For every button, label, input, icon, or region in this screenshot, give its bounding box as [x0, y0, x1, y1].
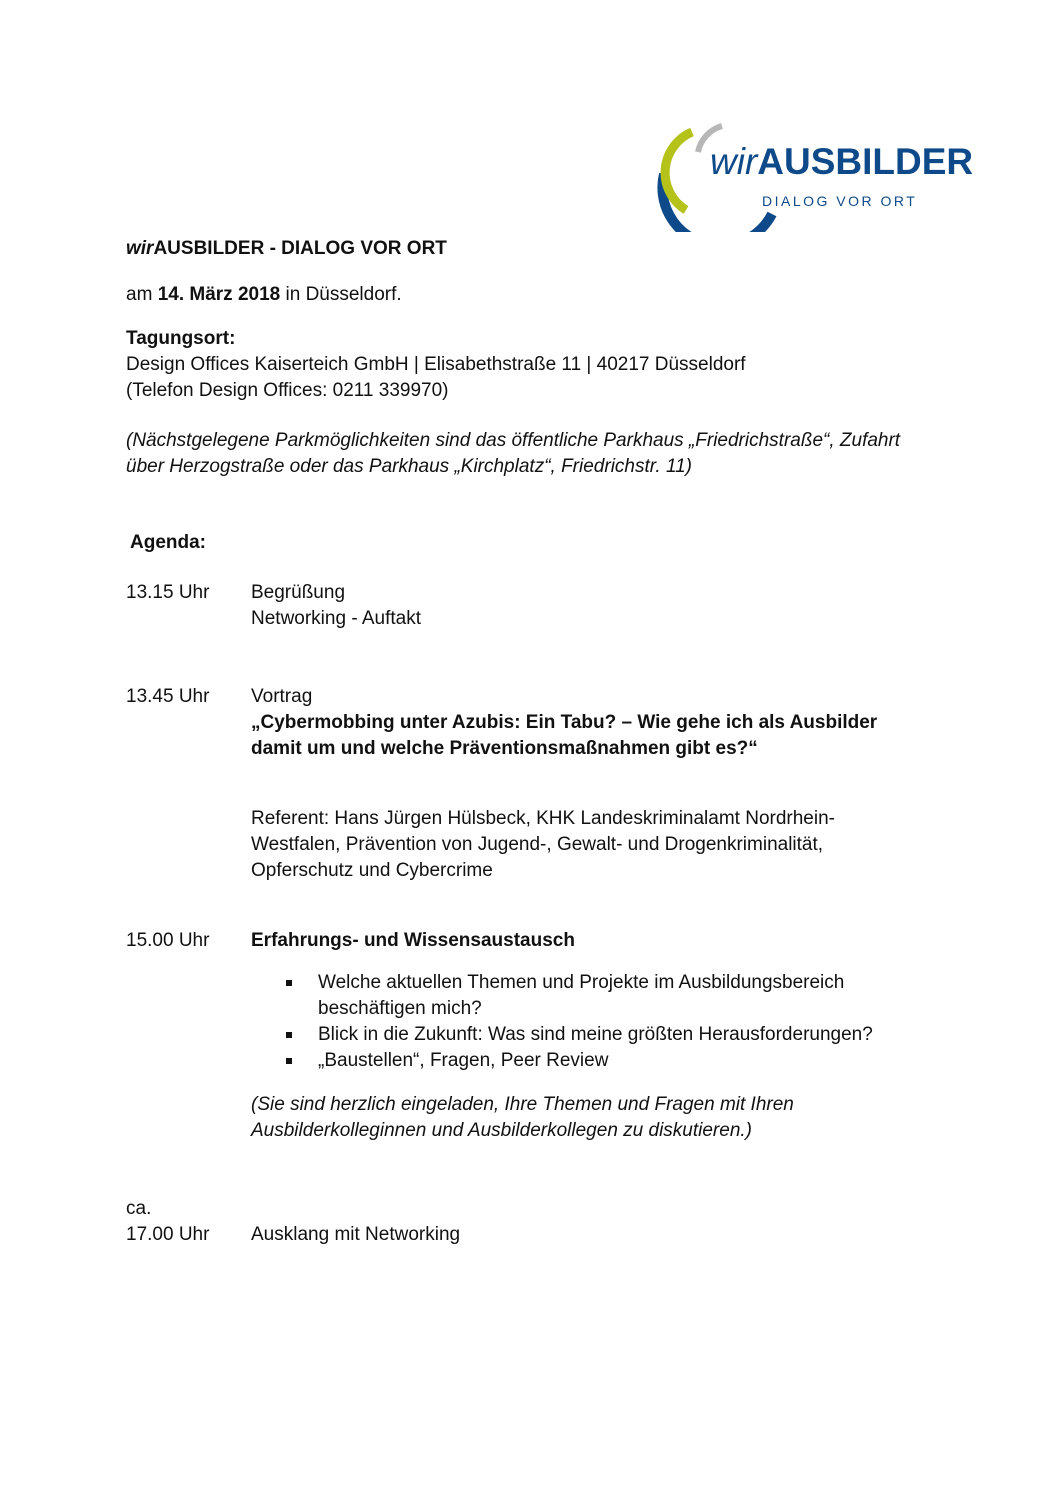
- document-heading: [126, 236, 447, 262]
- parking-note-line1: (Nächstgelegene Parkmöglichkeiten sind das öffentliche Parkhaus „Friedrichstraße“, Zufahrt: [126, 430, 901, 451]
- venue-address: Design Offices Kaiserteich GmbH | Elisabethstraße 11 | 40217 Düsseldorf: [126, 354, 746, 375]
- list-item: [284, 1048, 924, 1074]
- invitation-note-line1: (Sie sind herzlich eingeladen, Ihre Themen und Fragen mit Ihren: [251, 1094, 794, 1115]
- agenda-time-4-prefix: ca.: [126, 1198, 152, 1219]
- speaker-line1: Referent: Hans Jürgen Hülsbeck, KHK Landeskriminalamt Nordrhein-: [251, 808, 835, 829]
- speaker-line2: Westfalen, Prävention von Jugend-, Gewalt- und Drogenkriminalität,: [251, 834, 824, 855]
- exchange-title: Erfahrungs- und Wissensaustausch: [251, 930, 575, 951]
- heading-wir: wir: [126, 238, 154, 259]
- agenda-item-2-kind: Vortrag: [251, 686, 313, 707]
- venue-label: Tagungsort:: [126, 328, 236, 349]
- bullet-icon: [286, 1032, 292, 1038]
- agenda-time-3: 15.00 Uhr: [126, 930, 210, 951]
- date-line: [126, 282, 402, 308]
- agenda-item-1-line1: Begrüßung: [251, 582, 346, 603]
- list-item: [284, 970, 924, 1022]
- logo-ausbilder: AUSBILDER: [757, 141, 974, 182]
- list-item-line: beschäftigen mich?: [318, 998, 482, 1019]
- invitation-note-line2: Ausbilderkolleginnen und Ausbilderkollegen zu diskutieren.): [251, 1120, 752, 1141]
- logo: [652, 122, 974, 232]
- agenda-item-4-text: Ausklang mit Networking: [251, 1224, 461, 1245]
- venue-phone: (Telefon Design Offices: 0211 339970): [126, 380, 449, 401]
- parking-note-line2: über Herzogstraße oder das Parkhaus „Kirchplatz“, Friedrichstr. 11): [126, 456, 692, 477]
- agenda-time-4: 17.00 Uhr: [126, 1224, 210, 1245]
- bullet-icon: [286, 1058, 292, 1064]
- logo-subtitle: DIALOG VOR ORT: [762, 193, 918, 209]
- talk-title-line2: damit um und welche Präventionsmaßnahmen gibt es?“: [251, 738, 758, 759]
- list-item-line: Blick in die Zukunft: Was sind meine größten Herausforderungen?: [318, 1024, 873, 1045]
- talk-title-line1: „Cybermobbing unter Azubis: Ein Tabu? – Wie gehe ich als Ausbilder: [251, 712, 878, 733]
- event-date: 14. März 2018: [157, 284, 281, 305]
- agenda-label: Agenda:: [130, 532, 206, 553]
- topic-list: [284, 970, 924, 1074]
- agenda-item-1-line2: Networking - Auftakt: [251, 608, 422, 629]
- logo-wir: wir: [710, 141, 758, 182]
- date-prefix: am: [126, 284, 158, 305]
- speaker-line3: Opferschutz und Cybercrime: [251, 860, 493, 881]
- logo-wordmark: [710, 140, 973, 184]
- list-item: [284, 1022, 924, 1048]
- list-item-line: Welche aktuellen Themen und Projekte im Ausbildungsbereich: [318, 972, 845, 993]
- bullet-icon: [286, 980, 292, 986]
- list-item-line: „Baustellen“, Fragen, Peer Review: [318, 1050, 609, 1071]
- heading-rest: AUSBILDER - DIALOG VOR ORT: [153, 238, 447, 259]
- date-suffix: in Düsseldorf.: [280, 284, 402, 305]
- agenda-time-1: 13.15 Uhr: [126, 582, 210, 603]
- agenda-time-2: 13.45 Uhr: [126, 686, 210, 707]
